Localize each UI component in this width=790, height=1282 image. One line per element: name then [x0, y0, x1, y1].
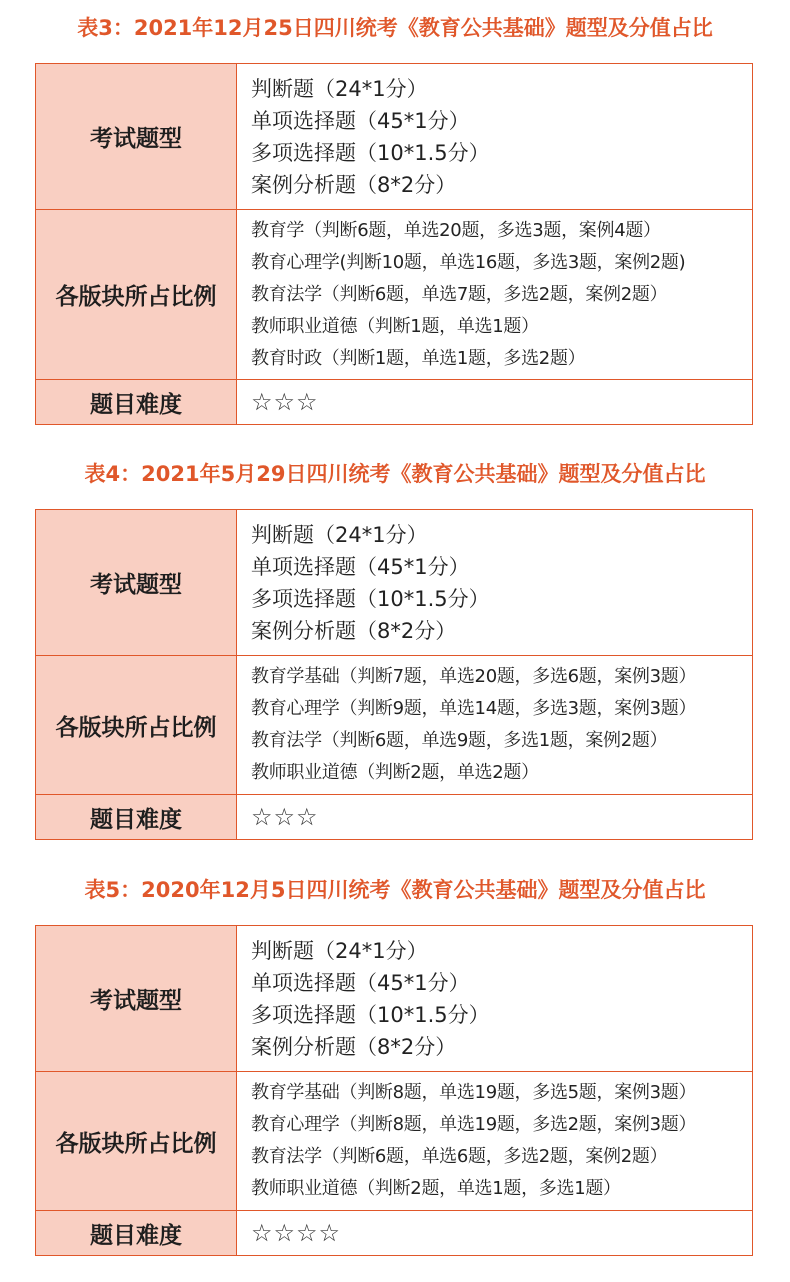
exam-table	[35, 925, 753, 1256]
row-label-difficulty: 题目难度	[36, 380, 237, 425]
section-ratio-cell	[237, 210, 753, 380]
list-item: 单项选择题（45*1分）	[251, 108, 470, 133]
list-item: 教育学基础（判断8题，单选19题，多选5题，案例3题）	[251, 1082, 697, 1103]
exam-table	[35, 63, 753, 425]
row-label-question-types: 考试题型	[36, 510, 237, 656]
list-item: 教育心理学（判断9题，单选14题，多选3题，案例3题）	[251, 698, 697, 719]
list-item: 单项选择题（45*1分）	[251, 970, 470, 995]
list-item: 案例分析题（8*2分）	[251, 618, 457, 643]
list-item: 教师职业道德（判断1题，单选1题）	[251, 315, 539, 337]
table-row	[36, 926, 753, 1072]
list-item: 多项选择题（10*1.5分）	[251, 140, 490, 165]
question-types-cell	[237, 510, 753, 656]
difficulty-cell	[237, 795, 753, 840]
table-row	[36, 380, 753, 425]
difficulty-cell	[237, 380, 753, 425]
list-item: 教师职业道德（判断2题，单选2题）	[251, 762, 539, 783]
list-item: 教育学（判断6题，单选20题，多选3题，案例4题）	[251, 219, 661, 241]
list-item: 判断题（24*1分）	[251, 522, 428, 547]
list-item: 教师职业道德（判断2题，单选1题，多选1题）	[251, 1178, 621, 1199]
table-row	[36, 1072, 753, 1211]
table-row	[36, 510, 753, 656]
list-item: 多项选择题（10*1.5分）	[251, 586, 490, 611]
section-ratio-cell	[237, 1072, 753, 1211]
difficulty-cell	[237, 1211, 753, 1256]
list-item: 教育心理学(判断10题，单选16题，多选3题，案例2题)	[251, 251, 686, 273]
table-caption: 表5：2020年12月5日四川统考《教育公共基础》题型及分值占比	[84, 878, 706, 902]
list-item: 判断题（24*1分）	[251, 76, 428, 101]
difficulty-stars: ☆☆☆	[251, 388, 319, 416]
row-label-question-types: 考试题型	[36, 64, 237, 210]
difficulty-stars: ☆☆☆	[251, 803, 319, 831]
difficulty-stars: ☆☆☆☆	[251, 1219, 342, 1247]
list-item: 案例分析题（8*2分）	[251, 1034, 457, 1059]
list-item: 案例分析题（8*2分）	[251, 172, 457, 197]
table-row	[36, 1211, 753, 1256]
table-row	[36, 656, 753, 795]
table-caption: 表4：2021年5月29日四川统考《教育公共基础》题型及分值占比	[84, 462, 706, 486]
list-item: 教育学基础（判断7题，单选20题，多选6题，案例3题）	[251, 666, 697, 687]
exam-table	[35, 509, 753, 840]
list-item: 教育法学（判断6题，单选7题，多选2题，案例2题）	[251, 283, 668, 305]
row-label-difficulty: 题目难度	[36, 1211, 237, 1256]
row-label-difficulty: 题目难度	[36, 795, 237, 840]
row-label-section-ratio: 各版块所占比例	[36, 1072, 237, 1211]
list-item: 教育时政（判断1题，单选1题，多选2题）	[251, 347, 586, 369]
list-item: 教育心理学（判断8题，单选19题，多选2题，案例3题）	[251, 1114, 697, 1135]
list-item: 多项选择题（10*1.5分）	[251, 1002, 490, 1027]
row-label-question-types: 考试题型	[36, 926, 237, 1072]
list-item: 教育法学（判断6题，单选9题，多选1题，案例2题）	[251, 730, 668, 751]
row-label-section-ratio: 各版块所占比例	[36, 656, 237, 795]
list-item: 教育法学（判断6题，单选6题，多选2题，案例2题）	[251, 1146, 668, 1167]
question-types-cell	[237, 64, 753, 210]
table-caption: 表3：2021年12月25日四川统考《教育公共基础》题型及分值占比	[77, 16, 713, 40]
question-types-cell	[237, 926, 753, 1072]
list-item: 单项选择题（45*1分）	[251, 554, 470, 579]
table-row	[36, 795, 753, 840]
list-item: 判断题（24*1分）	[251, 938, 428, 963]
table-row	[36, 64, 753, 210]
row-label-section-ratio: 各版块所占比例	[36, 210, 237, 380]
section-ratio-cell	[237, 656, 753, 795]
table-row	[36, 210, 753, 380]
